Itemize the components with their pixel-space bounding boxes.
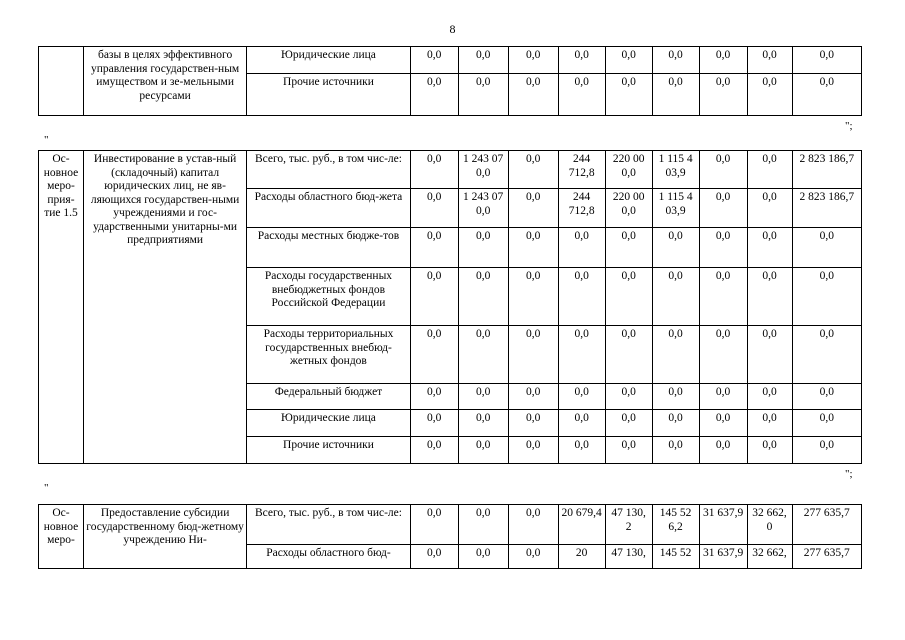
value-cell: 0,0: [747, 437, 792, 464]
source-cell: Расходы государственных внебюджетных фондов Российской Федерации: [247, 268, 410, 326]
value-cell: 0,0: [458, 505, 508, 545]
source-cell: Расходы территориальных государственных внебюд-жетных фондов: [247, 326, 410, 384]
value-cell: 0,0: [747, 268, 792, 326]
value-cell: 0,0: [699, 189, 747, 228]
measure-name-cell: базы в целях эффективного управления государствен-ным имуществом и зе-мельными ресурсами: [83, 47, 246, 116]
value-cell: 0,0: [605, 47, 652, 74]
measure-code-cell: Ос-новное меро-прия-тие 1.5: [39, 151, 84, 464]
value-cell: 0,0: [699, 47, 747, 74]
value-cell: 0,0: [410, 228, 458, 268]
value-cell: 0,0: [652, 384, 699, 410]
value-cell: 32 662, 0: [747, 505, 792, 545]
value-cell: 0,0: [508, 384, 558, 410]
value-cell: 0,0: [458, 228, 508, 268]
value-cell: 0,0: [747, 410, 792, 437]
value-cell: 0,0: [605, 74, 652, 116]
table-row: [39, 47, 862, 74]
measure-name-cell: Предоставление субсидии государственному бюд-жетному учреждению Ни-: [83, 505, 246, 569]
value-cell: 0,0: [747, 189, 792, 228]
value-cell: 0,0: [558, 437, 605, 464]
source-cell: Прочие источники: [247, 74, 410, 116]
table-row: [39, 505, 862, 545]
value-cell: 0,0: [747, 74, 792, 116]
value-cell: 0,0: [410, 151, 458, 189]
value-cell: 0,0: [605, 437, 652, 464]
value-cell: 0,0: [410, 74, 458, 116]
value-cell: 145 52: [652, 545, 699, 569]
value-cell: 0,0: [508, 228, 558, 268]
value-cell: 1 243 07 0,0: [458, 189, 508, 228]
value-cell: 0,0: [410, 268, 458, 326]
value-cell: 0,0: [508, 268, 558, 326]
quote-open-mark: ": [44, 482, 49, 494]
value-cell: 0,0: [605, 268, 652, 326]
value-cell: 0,0: [558, 410, 605, 437]
value-cell: 0,0: [792, 410, 862, 437]
value-cell: 0,0: [792, 228, 862, 268]
value-cell: 0,0: [792, 437, 862, 464]
value-cell: 0,0: [652, 228, 699, 268]
value-cell: 0,0: [458, 437, 508, 464]
value-cell: 0,0: [792, 384, 862, 410]
value-cell: 2 823 186,7: [792, 151, 862, 189]
measure-name-cell: Инвестирование в устав-ный (складочный) капитал юридических лиц, не яв-ляющихся государствен-ными учреждениями и гос-ударственными унитарны-ми предприятиями: [83, 151, 246, 464]
source-cell: Расходы местных бюдже-тов: [247, 228, 410, 268]
table-row: [39, 151, 862, 189]
value-cell: 0,0: [699, 326, 747, 384]
value-cell: 31 637,9: [699, 545, 747, 569]
source-cell: Прочие источники: [247, 437, 410, 464]
value-cell: 0,0: [508, 326, 558, 384]
table-bottom-fragment: [38, 504, 862, 569]
value-cell: 47 130,: [605, 545, 652, 569]
value-cell: 145 52 6,2: [652, 505, 699, 545]
measure-code-cell: Ос-новное меро-: [39, 505, 84, 569]
value-cell: 0,0: [458, 410, 508, 437]
value-cell: 0,0: [508, 545, 558, 569]
value-cell: 244 712,8: [558, 151, 605, 189]
value-cell: 0,0: [699, 151, 747, 189]
value-cell: 0,0: [605, 410, 652, 437]
value-cell: 0,0: [410, 437, 458, 464]
value-cell: 0,0: [699, 74, 747, 116]
value-cell: 220 00 0,0: [605, 189, 652, 228]
source-cell: Федеральный бюджет: [247, 384, 410, 410]
value-cell: 0,0: [458, 74, 508, 116]
value-cell: 0,0: [792, 268, 862, 326]
table-top-fragment: [38, 46, 862, 116]
value-cell: 0,0: [792, 74, 862, 116]
value-cell: 0,0: [558, 47, 605, 74]
value-cell: 0,0: [699, 228, 747, 268]
value-cell: 244 712,8: [558, 189, 605, 228]
value-cell: 0,0: [558, 74, 605, 116]
value-cell: 0,0: [508, 410, 558, 437]
value-cell: 0,0: [458, 326, 508, 384]
value-cell: 0,0: [410, 505, 458, 545]
value-cell: 1 115 4 03,9: [652, 151, 699, 189]
source-cell: Юридические лица: [247, 410, 410, 437]
source-cell: Расходы областного бюд-: [247, 545, 410, 569]
value-cell: 0,0: [652, 268, 699, 326]
value-cell: 0,0: [508, 151, 558, 189]
value-cell: 0,0: [410, 384, 458, 410]
source-cell: Расходы областного бюд-жета: [247, 189, 410, 228]
source-cell: Юридические лица: [247, 47, 410, 74]
value-cell: 277 635,7: [792, 545, 862, 569]
value-cell: 0,0: [410, 410, 458, 437]
value-cell: 0,0: [747, 384, 792, 410]
quote-close-mark: ";: [845, 468, 853, 480]
value-cell: 2 823 186,7: [792, 189, 862, 228]
value-cell: 0,0: [558, 268, 605, 326]
value-cell: 0,0: [699, 384, 747, 410]
value-cell: 0,0: [458, 268, 508, 326]
value-cell: 0,0: [747, 47, 792, 74]
value-cell: 0,0: [508, 505, 558, 545]
value-cell: 20: [558, 545, 605, 569]
value-cell: 0,0: [410, 326, 458, 384]
value-cell: 0,0: [699, 410, 747, 437]
quote-close-mark: ";: [845, 120, 853, 132]
value-cell: 20 679,4: [558, 505, 605, 545]
value-cell: 0,0: [652, 47, 699, 74]
value-cell: 31 637,9: [699, 505, 747, 545]
table-measure-1-5: [38, 150, 862, 464]
value-cell: 47 130, 2: [605, 505, 652, 545]
value-cell: 0,0: [458, 384, 508, 410]
value-cell: 1 115 4 03,9: [652, 189, 699, 228]
value-cell: 0,0: [652, 437, 699, 464]
value-cell: 1 243 07 0,0: [458, 151, 508, 189]
measure-code-cell: [39, 47, 84, 116]
value-cell: 0,0: [747, 326, 792, 384]
value-cell: 0,0: [508, 189, 558, 228]
value-cell: 0,0: [508, 47, 558, 74]
value-cell: 0,0: [605, 384, 652, 410]
source-cell: Всего, тыс. руб., в том чис-ле:: [247, 151, 410, 189]
value-cell: 0,0: [605, 326, 652, 384]
source-cell: Всего, тыс. руб., в том чис-ле:: [247, 505, 410, 545]
quote-open-mark: ": [44, 134, 49, 146]
page-number: 8: [449, 22, 456, 36]
value-cell: 0,0: [699, 268, 747, 326]
value-cell: 0,0: [558, 228, 605, 268]
value-cell: 277 635,7: [792, 505, 862, 545]
value-cell: 0,0: [558, 326, 605, 384]
value-cell: 0,0: [458, 47, 508, 74]
value-cell: 0,0: [652, 326, 699, 384]
value-cell: 0,0: [508, 74, 558, 116]
value-cell: 0,0: [410, 545, 458, 569]
value-cell: 220 00 0,0: [605, 151, 652, 189]
value-cell: 0,0: [792, 326, 862, 384]
value-cell: 0,0: [605, 228, 652, 268]
value-cell: 32 662,: [747, 545, 792, 569]
value-cell: 0,0: [652, 410, 699, 437]
value-cell: 0,0: [410, 189, 458, 228]
value-cell: 0,0: [508, 437, 558, 464]
value-cell: 0,0: [652, 74, 699, 116]
value-cell: 0,0: [558, 384, 605, 410]
value-cell: 0,0: [458, 545, 508, 569]
value-cell: 0,0: [792, 47, 862, 74]
value-cell: 0,0: [410, 47, 458, 74]
value-cell: 0,0: [747, 228, 792, 268]
value-cell: 0,0: [699, 437, 747, 464]
value-cell: 0,0: [747, 151, 792, 189]
